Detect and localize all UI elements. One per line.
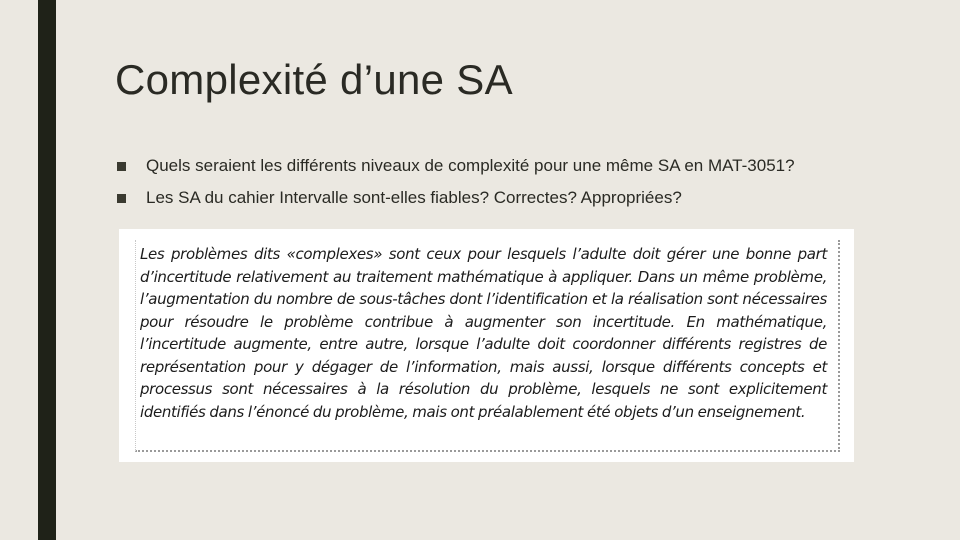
slide-title: Complexité d’une SA [115, 56, 513, 103]
bullet-item [115, 186, 835, 209]
bullet-item [115, 154, 835, 177]
excerpt-text: Les problèmes dits «complexes» sont ceux pour lesquels l’adulte doit gérer une bonne part d’incertitude relativement au traitement mathématique à appliquer. Dans un même problème, l’augmentation du nombre de sous-tâches dont l’identification et la réalisation sont nécessaires pour résoudre le problème contribue à augmenter son incertitude. En mathématique, l’incertitude augmente, entre autre, lorsque l’adulte doit coordonner différents registres de représentation pour y dégager de l’information, mais aussi, lorsque différents concepts et processus sont nécessaires à la résolution du problème, lesquels ne sont explicitement identifiés dans l’énoncé du problème, mais ont préalablement été objets d’un enseignement. [140, 245, 827, 421]
quoted-excerpt-image [119, 229, 854, 462]
bullet-text: Les SA du cahier Intervalle sont-elles fiables? Correctes? Appropriées? [146, 188, 682, 207]
bullet-text: Quels seraient les différents niveaux de complexité pour une même SA en MAT-3051? [146, 156, 795, 175]
bullet-area [0, 0, 960, 228]
square-bullet-icon [117, 194, 126, 203]
square-bullet-icon [117, 162, 126, 171]
bullet-list [115, 154, 835, 209]
